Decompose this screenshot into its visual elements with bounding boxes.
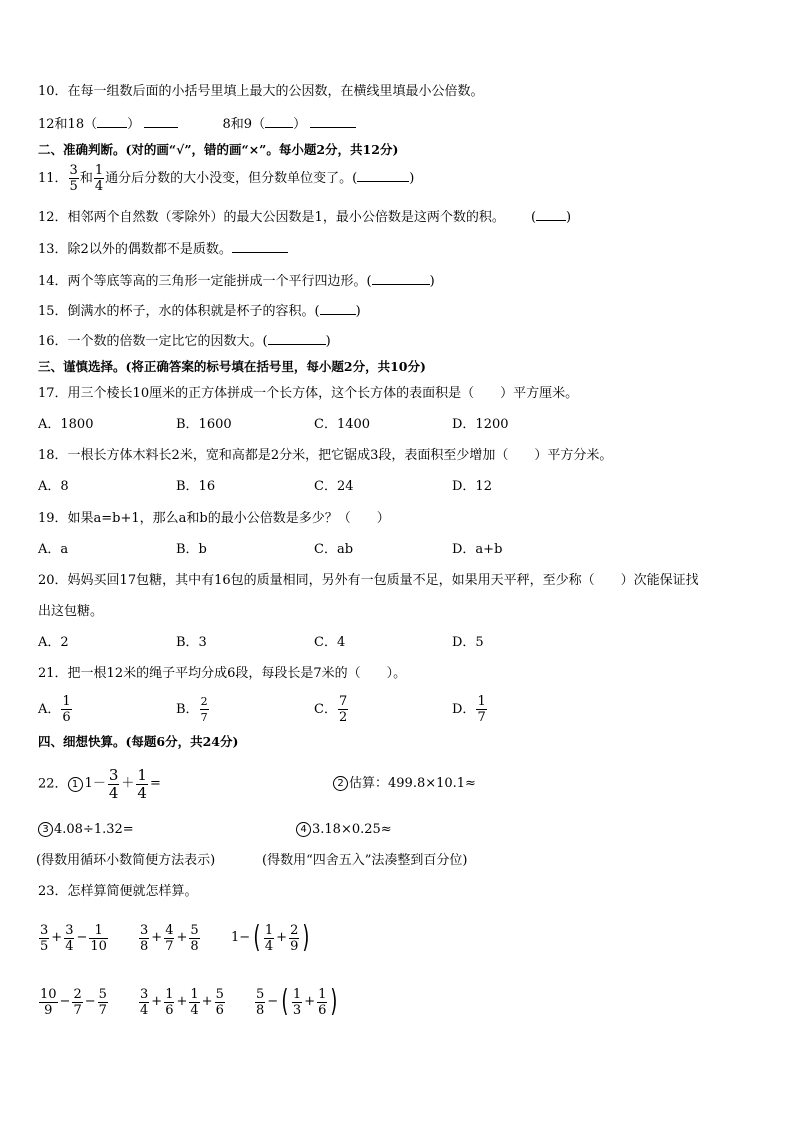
q21-option-d[interactable]: D． $\frac{1}{7}$: [452, 694, 486, 725]
q15-answer-blank[interactable]: [320, 303, 356, 315]
q20-option-b[interactable]: B．3: [176, 635, 207, 650]
q21-option-b[interactable]: B． $\frac{2}{7}$: [176, 695, 208, 724]
q23-text: 23．怎样算简便就怎样算。: [38, 884, 198, 899]
q10-text: 10．在每一组数后面的小括号里填上最大的公因数，在横线里填最小公倍数。: [38, 84, 484, 99]
q22-note-1: (得数用循环小数简便方法表示): [36, 853, 216, 868]
q12-answer-blank[interactable]: [536, 209, 566, 221]
q23-expr-3: 1− ( $\frac{1}{4}$ + $\frac{2}{9}$ ): [231, 920, 310, 955]
q14-answer-blank[interactable]: [372, 273, 430, 285]
q20-text-line2: 出这包糖。: [38, 604, 104, 619]
q17-option-d[interactable]: D．1200: [452, 417, 509, 432]
q20-option-c[interactable]: C．4: [314, 635, 346, 650]
section-3-header: 三、谨慎选择。(将正确答案的标号填在括号里，每小题2分，共10分): [38, 359, 426, 374]
q19-option-a[interactable]: A．a: [38, 542, 69, 557]
q17-text: 17．用三个棱长10厘米的正方体拼成一个长方体，这个长方体的表面积是（ ）平方厘米。: [38, 386, 579, 401]
circled-3: 3: [38, 822, 53, 837]
q10-a-gcd-blank[interactable]: [97, 116, 127, 128]
q19-option-d[interactable]: D．a+b: [452, 542, 503, 557]
q12: 12．相邻两个自然数（零除外）的最大公因数是1，最小公倍数是这两个数的积。 ( ): [38, 210, 572, 225]
q15: 15．倒满水的杯子，水的体积就是杯子的容积。( ): [38, 304, 361, 319]
q13: 13．除2以外的偶数都不是质数。: [38, 241, 288, 258]
q14: 14．两个等底等高的三角形一定能拼成一个平行四边形。( ): [38, 274, 435, 289]
q22-part-2: 2 估算：499.8×10.1≈: [333, 776, 476, 792]
q21-text: 21．把一根12米的绳子平均分成6段，每段长是7米的（ ）。: [38, 666, 407, 681]
q11: 11． $\frac{3}{5}$ 和 $\frac{1}{4}$ 通分后分数的大小没变，但分数单位变了。( ): [38, 163, 415, 194]
q11-answer-blank[interactable]: [357, 170, 409, 182]
q23-expr-5: $\frac{3}{4}$ + $\frac{1}{6}$ + $\frac{1}{4}$ + $\frac{5}{6}$: [140, 986, 224, 1018]
circled-1: 1: [68, 777, 83, 792]
q10-blanks: 12和18（ ） 8和9（ ）: [38, 116, 356, 133]
q18-option-b[interactable]: B．16: [176, 479, 216, 494]
q22-note-2: (得数用“四舍五入”法凑整到百分位): [262, 853, 468, 868]
circled-2: 2: [333, 776, 348, 791]
q17-option-c[interactable]: C．1400: [314, 417, 371, 432]
q18-option-c[interactable]: C．24: [314, 479, 354, 494]
q23-expr-1: $\frac{3}{5}$ + $\frac{3}{4}$ − $\frac{1}{10}$: [40, 922, 107, 954]
q19-option-c[interactable]: C．ab: [314, 542, 354, 557]
q18-text: 18．一根长方体木料长2米，宽和高都是2分米，把它锯成3段，表面积至少增加（ ）平方分米。: [38, 448, 613, 463]
q23-expr-6: $\frac{5}{8}$ − ( $\frac{1}{3}$ + $\frac{1}{6}$ ): [256, 984, 338, 1019]
q11-frac-2: $\frac{1}{4}$: [94, 163, 104, 194]
q17-option-b[interactable]: B．1600: [176, 417, 232, 432]
q17-option-a[interactable]: A．1800: [38, 417, 94, 432]
section-4-header: 四、细想快算。(每题6分，共24分): [38, 734, 239, 749]
q20-option-a[interactable]: A．2: [38, 635, 69, 650]
q10-b-lcm-blank[interactable]: [310, 116, 356, 128]
q23-expr-2: $\frac{3}{8}$ + $\frac{4}{7}$ + $\frac{5}{8}$: [140, 922, 199, 954]
q20-option-d[interactable]: D．5: [452, 635, 484, 650]
q19-text: 19．如果a=b+1，那么a和b的最小公倍数是多少？（ ）: [38, 511, 390, 526]
q22-part-1: 22． 1 1－ $\frac{3}{4}$ ＋ $\frac{1}{4}$ =: [38, 765, 161, 802]
q13-answer-blank[interactable]: [232, 241, 288, 253]
q11-frac-1: $\frac{3}{5}$: [69, 163, 78, 194]
q16-answer-blank[interactable]: [268, 333, 326, 345]
q20-text-line1: 20．妈妈买回17包糖，其中有16包的质量相同，另外有一包质量不足，如果用天平秤，至少称（ ）次能保证找: [38, 573, 699, 588]
q22-part-4: 4 3.18×0.25≈: [296, 822, 392, 838]
q19-option-b[interactable]: B．b: [176, 542, 207, 557]
q10-b: 8和9（: [222, 117, 266, 132]
q16: 16．一个数的倍数一定比它的因数大。( ): [38, 334, 331, 349]
q10-b-gcd-blank[interactable]: [265, 116, 293, 128]
q21-option-a[interactable]: A． $\frac{1}{6}$: [38, 694, 71, 725]
q18-option-d[interactable]: D．12: [452, 479, 492, 494]
q10-a: 12和18（: [38, 117, 98, 132]
section-2-header: 二、准确判断。(对的画“√”，错的画“×”。每小题2分，共12分): [38, 142, 399, 157]
q23-expr-4: $\frac{10}{9}$ − $\frac{2}{7}$ − $\frac{5}{7}$: [40, 986, 107, 1018]
q18-option-a[interactable]: A．8: [38, 479, 69, 494]
circled-4: 4: [296, 822, 311, 837]
q21-option-c[interactable]: C． $\frac{7}{2}$: [314, 694, 348, 725]
q22-part-3: 3 4.08÷1.32=: [38, 822, 134, 838]
q10-a-lcm-blank[interactable]: [144, 116, 178, 128]
